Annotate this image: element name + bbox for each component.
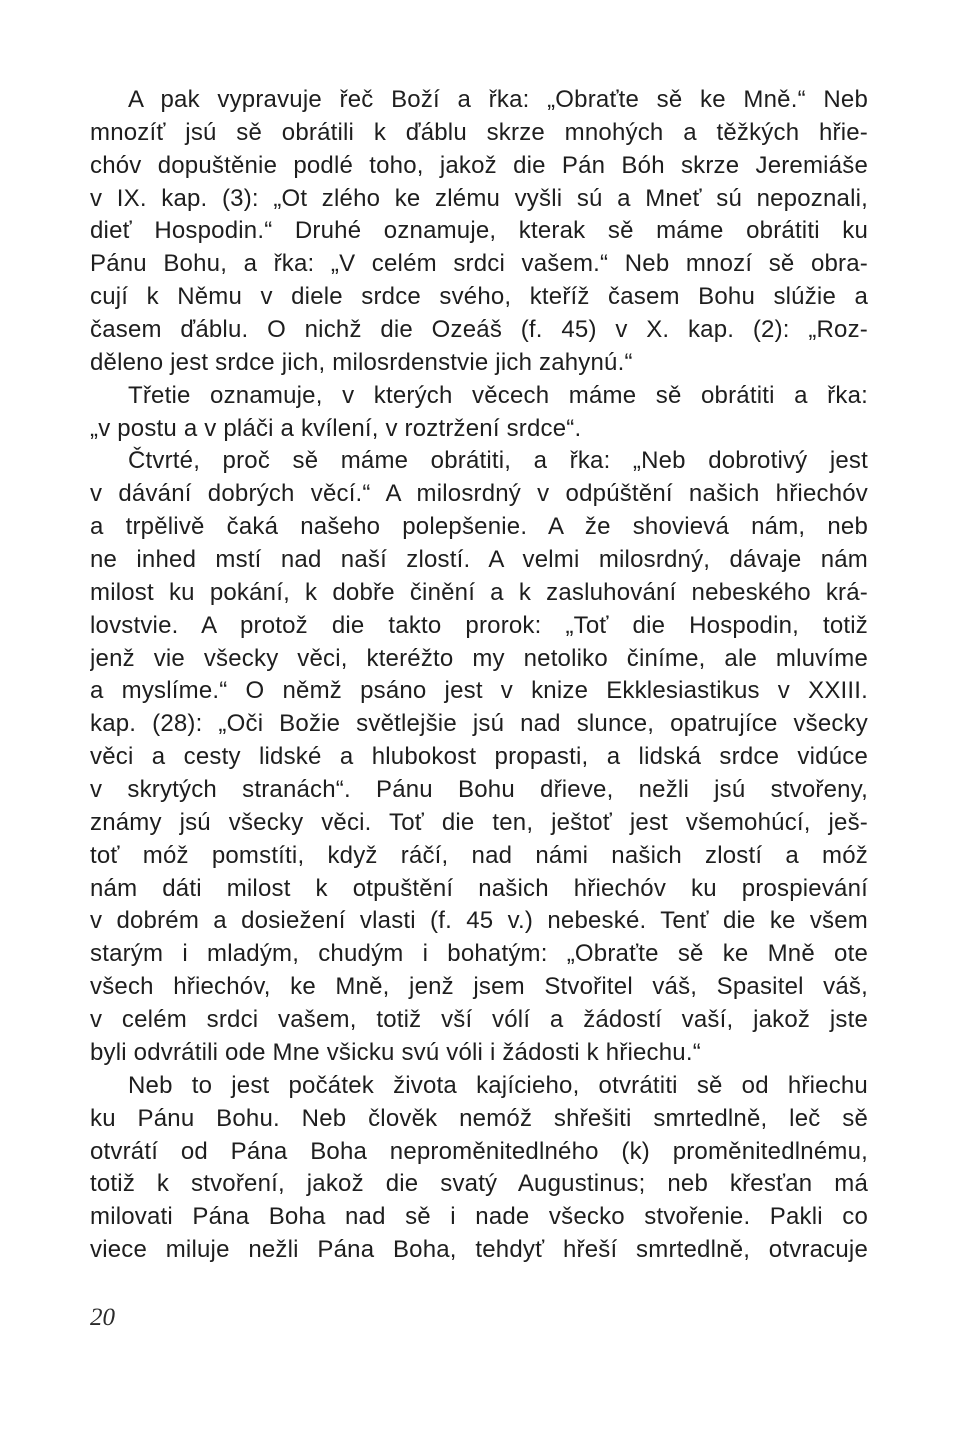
text-line: toť móž pomstíti, když ráčí, nad námi našich zlostí a móž [90, 841, 868, 869]
text-line: „v postu a v pláči a kvílení, v roztržení srdce“. [90, 414, 582, 442]
text-line: kap. (28): „Oči Božie světlejšie jsú nad slunce, opatrujíce všecky [90, 710, 868, 738]
text-line: Pánu Bohu, a řka: „V celém srdci vašem.“ Neb mnozí sě obra- [90, 250, 868, 278]
text-line: starým i mladým, chudým i bohatým: „Obraťte sě ke Mně ote [90, 940, 868, 968]
text-line: a myslíme.“ O němž psáno jest v knize Ekklesiastikus v XXIII. [90, 677, 868, 705]
text-line: nám dáti milost k otpuštění našich hřiechóv ku prospievání [90, 874, 868, 902]
paragraph [90, 1070, 868, 1267]
text-line: věci a cesty lidské a hlubokost propasti, a lidská srdce vidúce [90, 743, 868, 771]
text-line: v skrytých stranách“. Pánu Bohu dřieve, nežli jsú stvořeny, [90, 776, 868, 804]
text-line: viece miluje nežli Pána Boha, tehdyť hřeší smrtedlně, otvracuje [90, 1236, 868, 1264]
text-line: cují k Němu v diele srdce svého, kteříž časem Bohu slúžie a [90, 283, 868, 311]
text-line: Neb to jest počátek života kajícieho, otvrátiti sě od hřiechu [128, 1071, 868, 1099]
text-line: ku Pánu Bohu. Neb člověk nemóž shřešiti smrtedlně, leč sě [90, 1104, 868, 1132]
text-line: dieť Hospodin.“ Druhé oznamuje, kterak sě máme obrátiti ku [90, 217, 868, 245]
text-line: lovstvie. A protož die takto prorok: „Toť die Hospodin, totiž [90, 611, 868, 639]
page-body-text [90, 84, 868, 1267]
text-line: Čtvrté, proč sě máme obrátiti, a řka: „Neb dobrotivý jest [128, 447, 868, 475]
text-line: děleno jest srdce jich, milosrdenstvie jich zahynú.“ [90, 348, 633, 376]
text-line: v dobrém a dosiežení vlasti (f. 45 v.) nebeské. Tenť die ke všem [90, 907, 868, 935]
text-line: v dávání dobrých věcí.“ A milosrdný v odpúštění našich hřiechóv [90, 480, 868, 508]
paragraph [90, 445, 868, 1069]
text-line: byli odvrátili ode Mne všicku svú vóli i žádosti k hřiechu.“ [90, 1038, 701, 1066]
text-line: jenž vie všecky věci, kteréžto my netoliko činíme, ale mluvíme [90, 644, 868, 672]
text-line: mnozíť jsú sě obrátili k ďáblu skrze mnohých a těžkých hřie- [90, 118, 868, 146]
text-line: milovati Pána Boha nad sě i nade všecko stvořenie. Pakli co [90, 1203, 868, 1231]
text-line: Třetie oznamuje, v kterých věcech máme sě obrátiti a řka: [128, 381, 868, 409]
paragraph [90, 380, 868, 446]
text-line: v IX. kap. (3): „Ot zlého ke zlému vyšli sú a Mneť sú nepoznali, [90, 184, 868, 212]
text-line: časem ďáblu. O nichž die Ozeáš (f. 45) v X. kap. (2): „Roz- [90, 316, 868, 344]
paragraph [90, 84, 868, 380]
text-line: milost ku pokání, k dobře činění a k zasluhování nebeského krá- [90, 578, 868, 606]
text-line: A pak vypravuje řeč Boží a řka: „Obraťte sě ke Mně.“ Neb [128, 86, 868, 113]
text-line: v celém srdci vašem, totiž vší vólí a žádostí vaší, jakož jste [90, 1006, 868, 1034]
text-line: známy jsú všecky věci. Toť die ten, ještoť jest všemohúcí, ješ- [90, 808, 868, 836]
text-line: a trpělivě čaká našeho polepšenie. A že shovievá nám, neb [90, 513, 868, 541]
text-line: otvrátí od Pána Boha neproměnitedlného (k) proměnitedlnému, [90, 1137, 868, 1165]
text-line: všech hřiechóv, ke Mně, jenž jsem Stvořitel váš, Spasitel váš, [90, 973, 868, 1001]
text-line: totiž k stvoření, jakož die svatý Augustinus; neb křesťan má [90, 1170, 868, 1198]
text-line: ne inhed mstí nad naší zlostí. A velmi milosrdný, dávaje nám [90, 546, 868, 574]
page-number: 20 [90, 1304, 115, 1331]
text-line: chóv dopuštěnie podlé toho, jakož die Pán Bóh skrze Jeremiáše [90, 151, 868, 179]
